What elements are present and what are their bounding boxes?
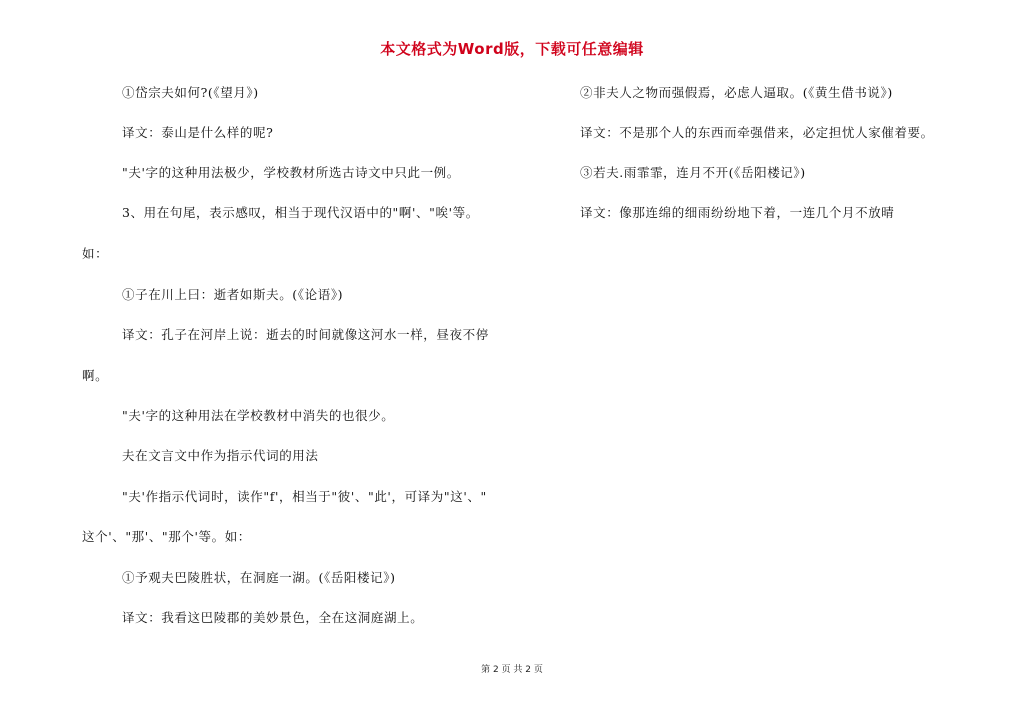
section-heading: 夫在文言文中作为指示代词的用法 xyxy=(122,448,319,463)
text-line: "夫'字的这种用法在学校教材中消失的也很少。 xyxy=(122,408,395,423)
text-line: 这个'、"那'、"那个'等。如： xyxy=(82,529,251,544)
text-line: 啊。 xyxy=(82,368,109,383)
text-line: 译文：泰山是什么样的呢? xyxy=(122,125,274,140)
text-line: 译文：我看这巴陵郡的美妙景色，全在这洞庭湖上。 xyxy=(122,610,424,625)
text-line: ①子在川上曰：逝者如斯夫。(《论语》) xyxy=(122,287,344,302)
text-line: ②非夫人之物而强假焉，必虑人逼取。(《黄生借书说》) xyxy=(580,85,893,100)
text-line: 译文：不是那个人的东西而牵强借来，必定担忧人家催着要。 xyxy=(580,125,934,140)
text-line: "夫'字的这种用法极少，学校教材所选古诗文中只此一例。 xyxy=(122,165,460,180)
text-line: ③若夫.雨霏霏，连月不开(《岳阳楼记》) xyxy=(580,165,806,180)
page-footer: 第 2 页 共 2 页 xyxy=(481,665,543,675)
text-line: "夫'作指示代词时，读作"f'，相当于"彼'、"此'，可译为"这'、" xyxy=(122,489,487,504)
text-line: 3、用在句尾，表示感叹，相当于现代汉语中的"啊'、"唉'等。 xyxy=(122,205,479,220)
document-banner: 本文格式为Word版，下载可任意编辑 xyxy=(380,40,644,58)
text-line: 译文：像那连绵的细雨纷纷地下着，一连几个月不放晴 xyxy=(580,205,895,220)
text-line: 译文：孔子在河岸上说：逝去的时间就像这河水一样，昼夜不停 xyxy=(122,327,489,342)
text-line: ①予观夫巴陵胜状，在洞庭一湖。(《岳阳楼记》) xyxy=(122,570,396,585)
text-line: 如： xyxy=(82,246,109,261)
text-line: ①岱宗夫如何?(《望月》) xyxy=(122,85,259,100)
